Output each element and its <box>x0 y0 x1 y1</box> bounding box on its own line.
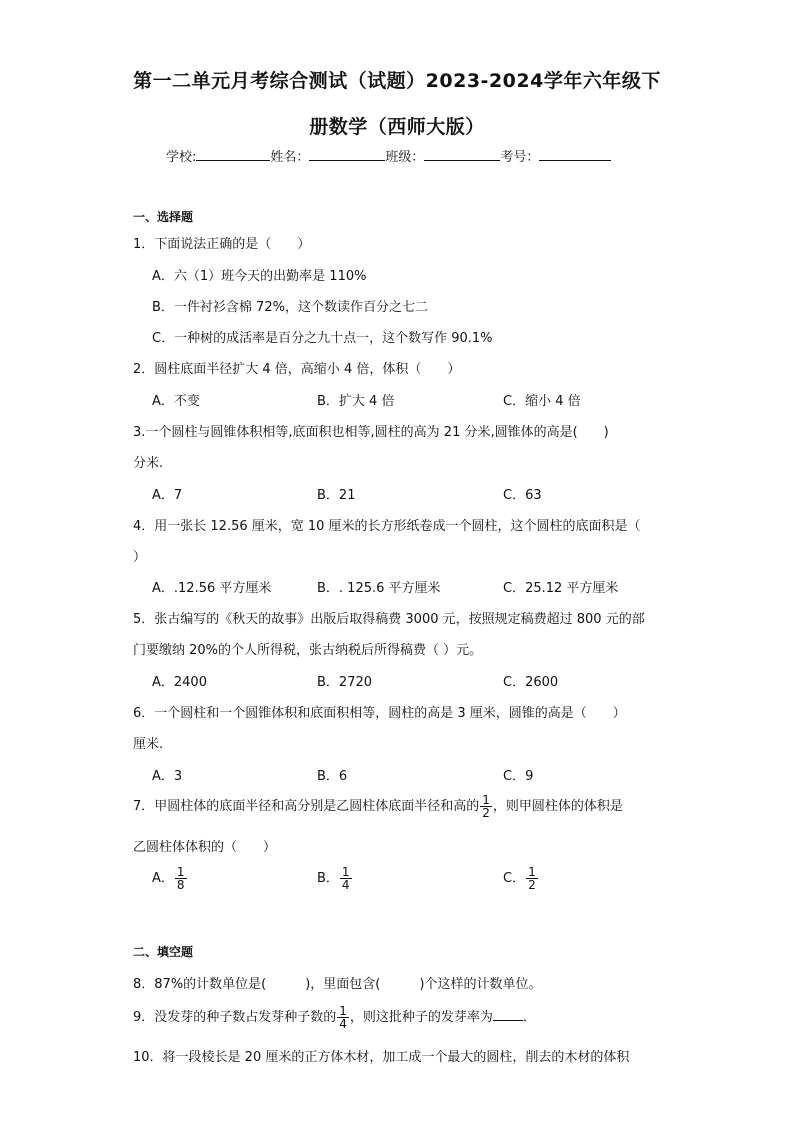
question-7-stem-line2: 乙圆柱体体积的（ ） <box>133 840 277 855</box>
question-7-option-a[interactable] <box>152 866 188 891</box>
question-5-option-a[interactable]: A．2400 <box>152 675 207 690</box>
question-1-stem: 1．下面说法正确的是（ ） <box>133 237 311 252</box>
question-4-stem-line2: ） <box>133 550 147 565</box>
question-4-option-c[interactable]: C．25.12 平方厘米 <box>503 581 619 596</box>
class-label: 班级： <box>385 150 425 165</box>
question-2-option-a[interactable]: A．不变 <box>152 394 200 409</box>
question-9-stem-part2: ，则这批种子的发芽率为 <box>349 1010 493 1025</box>
question-7-option-b[interactable] <box>317 866 353 891</box>
number-blank[interactable] <box>539 148 611 161</box>
question-2-stem: 2．圆柱底面半径扩大 4 倍，高缩小 4 倍，体积（ ） <box>133 362 461 377</box>
class-blank[interactable] <box>424 148 500 161</box>
question-2-option-b[interactable]: B．扩大 4 倍 <box>317 394 395 409</box>
question-10-stem: 10．将一段棱长是 20 厘米的正方体木材，加工成一个最大的圆柱，削去的木材的体积 <box>133 1050 630 1065</box>
section-title-choice: 一、选择题 <box>133 210 194 224</box>
question-9-answer-blank[interactable] <box>493 1008 523 1021</box>
question-5-stem-line1: 5．张古编写的《秋天的故事》出版后取得稿费 3000 元，按照规定稿费超过 800 元的部 <box>133 612 645 627</box>
option-label: A． <box>152 871 174 886</box>
question-4-option-b[interactable]: B．. 125.6 平方厘米 <box>317 581 441 596</box>
question-3-option-c[interactable]: C．63 <box>503 488 542 503</box>
question-6-stem-line2: 厘米. <box>133 737 164 752</box>
fraction-numerator: 1 <box>176 865 185 879</box>
school-label: 学校: <box>166 150 197 165</box>
question-4-stem-line1: 4．用一张长 12.56 厘米，宽 10 厘米的长方形纸卷成一个圆柱，这个圆柱的底面积是（ <box>133 519 641 534</box>
question-8-stem: 8．87%的计数单位是( )，里面包含( )个这样的计数单位。 <box>133 977 542 992</box>
question-7-option-c[interactable] <box>503 866 539 891</box>
number-label: 考号： <box>500 150 540 165</box>
question-9-stem-end: ． <box>522 1010 536 1025</box>
question-7-stem-fraction <box>480 794 492 819</box>
question-6-stem-line1: 6．一个圆柱和一个圆锥体积和底面积相等，圆柱的高是 3 厘米，圆锥的高是（ ） <box>133 706 626 721</box>
fraction-denominator: 2 <box>528 878 536 892</box>
question-6-option-a[interactable]: A．3 <box>152 769 183 784</box>
question-1-option-b[interactable]: B．一件衬衫含棉 72%，这个数读作百分之七二 <box>152 300 428 315</box>
question-3-stem-line2: 分米. <box>133 456 164 471</box>
question-3-option-a[interactable]: A．7 <box>152 488 183 503</box>
question-7-stem-part1: 7．甲圆柱体的底面半径和高分别是乙圆柱体底面半径和高的 <box>133 799 480 814</box>
question-5-stem-line2: 门要缴纳 20%的个人所得税，张古纳税后所得稿费（ ）元。 <box>133 643 483 658</box>
question-1-option-c[interactable]: C．一种树的成活率是百分之九十点一，这个数写作 90.1% <box>152 331 493 346</box>
question-6-option-c[interactable]: C．9 <box>503 769 534 784</box>
question-1-option-a[interactable]: A．六（1）班今天的出勤率是 110% <box>152 269 367 284</box>
option-label: B． <box>317 871 339 886</box>
option-c-fraction <box>526 866 538 891</box>
question-5-option-c[interactable]: C．2600 <box>503 675 559 690</box>
name-blank[interactable] <box>309 148 385 161</box>
fraction-numerator: 1 <box>528 865 536 879</box>
question-5-option-b[interactable]: B．2720 <box>317 675 373 690</box>
question-3-option-b[interactable]: B．21 <box>317 488 356 503</box>
question-9-stem <box>133 1005 536 1030</box>
option-label: C． <box>503 871 526 886</box>
question-6-option-b[interactable]: B．6 <box>317 769 348 784</box>
option-b-fraction <box>340 866 352 891</box>
fraction-numerator: 1 <box>341 865 350 879</box>
student-info-row <box>166 146 611 165</box>
question-7-stem-line1 <box>133 794 623 819</box>
fraction-denominator: 2 <box>482 806 490 820</box>
question-9-stem-part1: 9．没发芽的种子数占发芽种子数的 <box>133 1010 337 1025</box>
question-2-option-c[interactable]: C．缩小 4 倍 <box>503 394 581 409</box>
question-7-stem-part2: ，则甲圆柱体的体积是 <box>492 799 623 814</box>
fraction-denominator: 8 <box>176 878 185 892</box>
page-title-line2: 册数学（西师大版） <box>309 116 485 138</box>
fraction-numerator: 1 <box>482 793 490 807</box>
section-title-fill: 二、填空题 <box>133 945 194 959</box>
school-blank[interactable] <box>196 148 270 161</box>
question-9-fraction <box>337 1005 349 1030</box>
question-3-stem-line1: 3.一个圆柱与圆锥体积相等,底面积也相等,圆柱的高为 21 分米,圆锥体的高是( ) <box>133 425 609 440</box>
fraction-denominator: 4 <box>339 1017 347 1031</box>
name-label: 姓名： <box>270 150 310 165</box>
fraction-denominator: 4 <box>341 878 350 892</box>
page-title-line1: 第一二单元月考综合测试（试题）2023-2024学年六年级下 <box>133 70 661 92</box>
fraction-numerator: 1 <box>339 1004 347 1018</box>
option-a-fraction <box>175 866 187 891</box>
question-4-option-a[interactable]: A．.12.56 平方厘米 <box>152 581 272 596</box>
